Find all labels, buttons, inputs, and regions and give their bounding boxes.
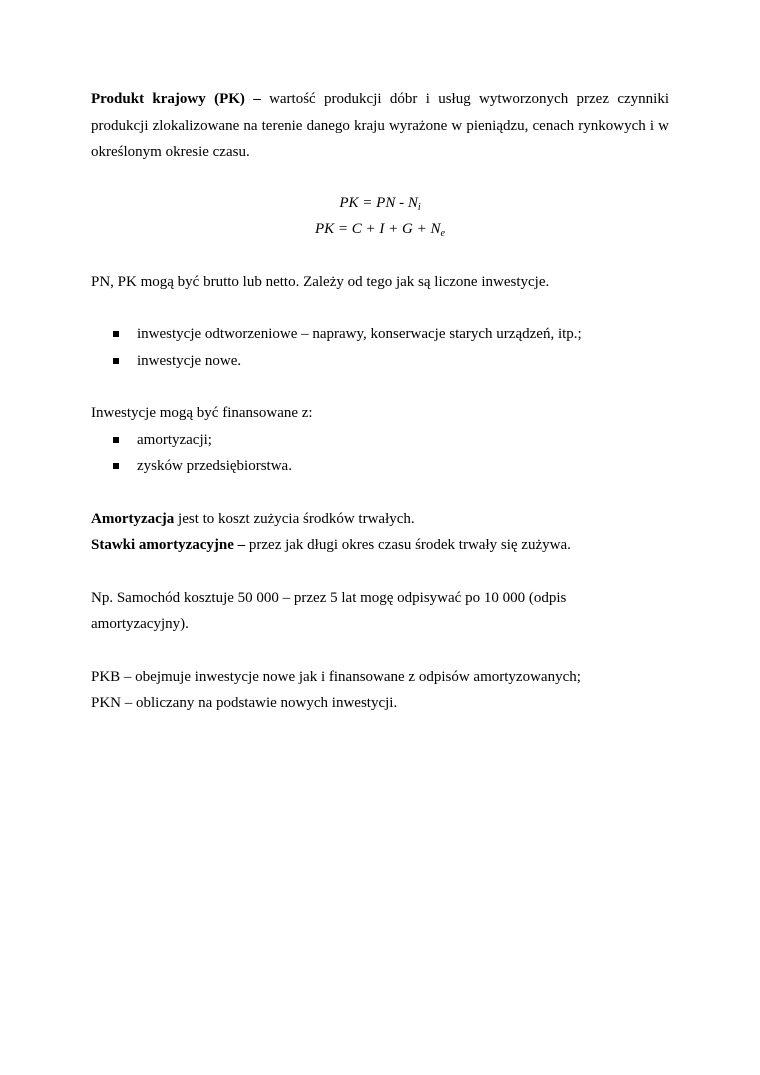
list-item-text: inwestycje nowe. <box>137 352 242 369</box>
example-paragraph: Np. Samochód kosztuje 50 000 – przez 5 lat mogę odpisywać po 10 000 (odpis amortyzacyjny). <box>91 589 567 632</box>
formula-pk-pn <box>91 190 669 217</box>
list-item <box>91 427 669 454</box>
formula-1-main: PK = PN - N <box>339 194 418 211</box>
formula-2-subscript: e <box>440 228 445 239</box>
amortization-text: jest to koszt zużycia środków trwałych. <box>174 510 415 527</box>
formula-pk-sum <box>91 216 669 243</box>
definition-term: Produkt krajowy (PK) – <box>91 91 261 107</box>
list-item <box>91 453 669 480</box>
bullet-icon <box>113 358 119 364</box>
rates-paragraph <box>91 532 669 559</box>
bullet-icon <box>113 437 119 443</box>
bullet-icon <box>113 331 119 337</box>
definition-paragraph <box>91 86 669 166</box>
list-item-text: inwestycje odtworzeniowe – naprawy, konserwacje starych urządzeń, itp.; <box>137 326 582 342</box>
financing-list <box>91 427 669 480</box>
definition-text: wartość produkcji dóbr i usług wytworzonych przez czynniki produkcji zlokalizowane na terenie danego kraju wyrażone w pieniądzu, cenach rynkowych i w określonym okresie czasu. <box>91 91 669 160</box>
amortization-paragraph <box>91 506 669 533</box>
formula-2-main: PK = C + I + G + N <box>315 221 441 237</box>
list-item <box>91 348 669 375</box>
document-page <box>91 86 669 717</box>
rates-term: Stawki amortyzacyjne – <box>91 537 246 553</box>
bullet-icon <box>113 463 119 469</box>
list-item-text: amortyzacji; <box>137 431 212 448</box>
pkn-line: PKN – obliczany na podstawie nowych inwestycji. <box>91 695 398 711</box>
rates-text: przez jak długi okres czasu środek trwały się zużywa. <box>245 537 571 553</box>
formula-1-subscript: i <box>417 201 421 213</box>
investment-types-list <box>91 321 669 374</box>
financing-intro: Inwestycje mogą być finansowane z: <box>91 405 313 421</box>
brutto-netto-paragraph: PN, PK mogą być brutto lub netto. Zależy od tego jak są liczone inwestycje. <box>91 273 550 290</box>
amortization-term: Amortyzacja <box>91 510 175 527</box>
list-item <box>91 321 669 348</box>
pkb-line: PKB – obejmuje inwestycje nowe jak i finansowane z odpisów amortyzowanych; <box>91 668 581 685</box>
list-item-text: zysków przedsiębiorstwa. <box>137 458 292 474</box>
